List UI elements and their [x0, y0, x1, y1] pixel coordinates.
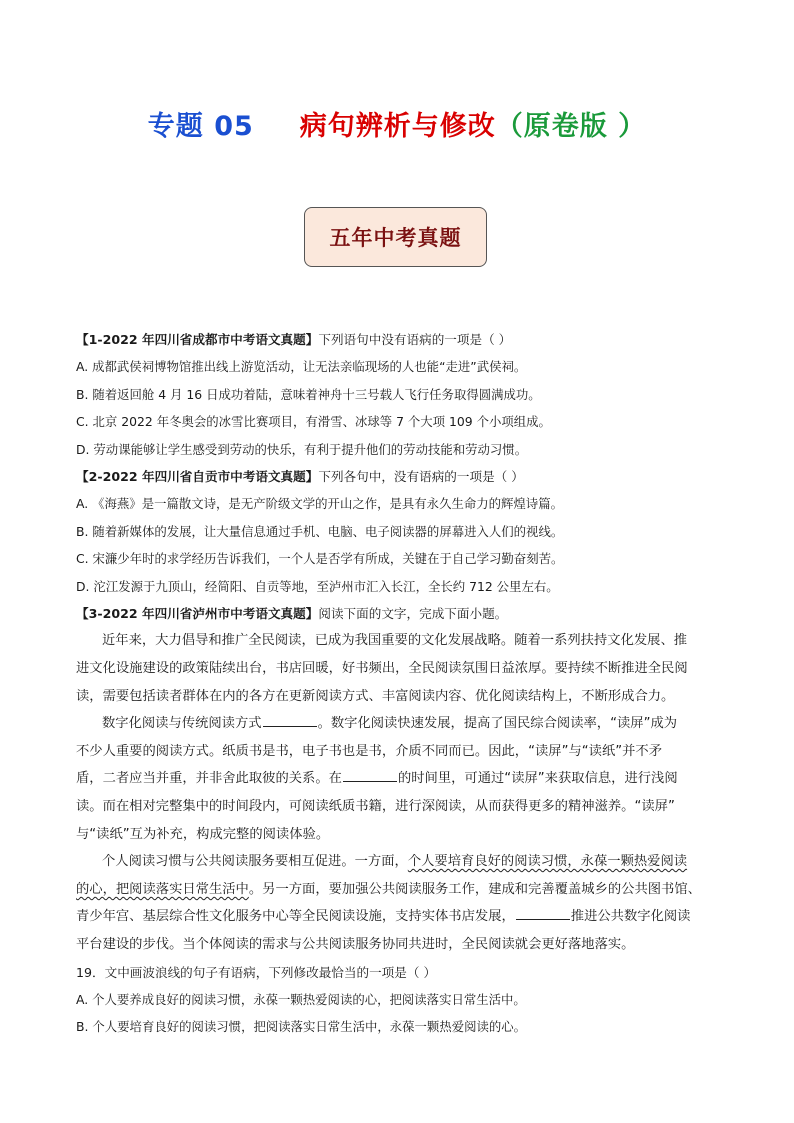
question-19-option-a: A. 个人要养成良好的阅读习惯，永葆一颗热爱阅读的心，把阅读落实日常生活中。: [76, 992, 526, 1007]
passage-p2-line1: [76, 710, 716, 738]
question-1-option-d: D. 劳动课能够让学生感受到劳动的快乐，有利于提升他们的劳动技能和劳动习惯。: [76, 441, 528, 457]
title-main: 病句辨析与修改: [299, 111, 496, 142]
question-2-header: [76, 463, 716, 490]
title-paren: （原卷版 ）: [495, 111, 647, 142]
passage-p3-line1: [76, 848, 716, 876]
question-1-header: [76, 326, 716, 353]
wavy-sentence-part1: 个人要培育良好的阅读习惯，永葆一颗热爱阅读: [407, 854, 688, 870]
passage-p1-line2: 进文化设施建设的政策陆续出台，书店回暖，好书频出，全民阅读氛围日益浓厚。要持续不断推进全民阅: [76, 661, 688, 677]
question-1-option-a: A. 成都武侯祠博物馆推出线上游览活动，让无法亲临现场的人也能“走进”武侯祠。: [76, 359, 527, 375]
fill-blank-1: [263, 712, 317, 727]
passage-p1-line3: 读，需要包括读者群体在内的各方在更新阅读方式、丰富阅读内容、优化阅读结构上，不断形成合力。: [76, 688, 675, 704]
document-body: [76, 326, 716, 1041]
question-1-option-b: B. 随着返回舱 4 月 16 日成功着陆，意味着神舟十三号载人飞行任务取得圆满成功。: [76, 386, 541, 402]
passage-p2-line3: [76, 765, 716, 793]
passage-p2-line4: 读。而在相对完整集中的时间段内，可阅读纸质书籍，进行深阅读，从而获得更多的精神滋养。“读屏”: [76, 799, 675, 815]
question-3-label: 【3-2022 年四川省泸州市中考语文真题】: [76, 606, 319, 622]
question-2-option-b: B. 随着新媒体的发展，让大量信息通过手机、电脑、电子阅读器的屏幕进入人们的视线。: [76, 523, 564, 539]
passage-p2-line3-b: 的时间里，可通过“读屏”来获取信息，进行浅阅: [397, 771, 678, 787]
passage-p3-line2: [76, 876, 716, 904]
page-title: [0, 104, 794, 143]
passage-p3-line2-b: 。另一方面，要加强公共阅读服务工作，建成和完善覆盖城乡的公共图书馆、: [248, 881, 701, 897]
passage-p3-line1-a: 个人阅读习惯与公共阅读服务要相互促进。一方面，: [102, 854, 408, 870]
question-3-header: [76, 600, 716, 627]
passage-p2-line3-a: 盾，二者应当并重，并非舍此取彼的关系。在: [76, 771, 342, 787]
question-2-option-a: A. 《海燕》是一篇散文诗，是无产阶级文学的开山之作，是具有永久生命力的辉煌诗篇。: [76, 496, 563, 512]
question-19-option-b: B. 个人要培育良好的阅读习惯，把阅读落实日常生活中，永葆一颗热爱阅读的心。: [76, 1019, 527, 1035]
question-2-label: 【2-2022 年四川省自贡市中考语文真题】: [76, 469, 319, 485]
passage-p3-line3-b: 推进公共数字化阅读: [570, 909, 691, 925]
section-heading-box: [304, 207, 487, 267]
passage-p2-line5: 与“读纸”互为补充，构成完整的阅读体验。: [76, 826, 330, 842]
fill-blank-3: [516, 905, 570, 920]
question-1-option-c: C. 北京 2022 年冬奥会的冰雪比赛项目，有滑雪、冰球等 7 个大项 109 个小项组成。: [76, 414, 551, 430]
question-2-stem: 下列各句中，没有语病的一项是（ ）: [318, 469, 524, 485]
question-1-label: 【1-2022 年四川省成都市中考语文真题】: [76, 332, 319, 347]
passage-p3-line4: 平台建设的步伐。当个体阅读的需求与公共阅读服务协同共进时，全民阅读就会更好落地落实。: [76, 937, 635, 952]
question-1-stem: 下列语句中没有语病的一项是（ ）: [318, 332, 512, 347]
title-number: 专题 05: [147, 111, 254, 142]
question-2-option-c: C. 宋濂少年时的求学经历告诉我们，一个人是否学有所成，关键在于自己学习勤奋刻苦。: [76, 551, 564, 567]
passage-p2-line1-b: 。数字化阅读快速发展，提高了国民综合阅读率，“读屏”成为: [317, 716, 678, 732]
question-2-option-d: D. 沱江发源于九顶山，经简阳、自贡等地，至泸州市汇入长江，全长约 712 公里左右。: [76, 578, 559, 594]
fill-blank-2: [343, 767, 397, 782]
passage-p2-line2: 不少人重要的阅读方式。纸质书是书，电子书也是书，介质不同而已。因此，“读屏”与“读纸”并不矛: [76, 743, 663, 759]
passage-p1-line1: 近年来，大力倡导和推广全民阅读，已成为我国重要的文化发展战略。随着一系列扶持文化发展、推: [102, 633, 688, 649]
section-heading: 五年中考真题: [329, 225, 462, 250]
question-3-stem: 阅读下面的文字，完成下面小题。: [318, 606, 508, 622]
passage-p3-line3-a: 青少年宫、基层综合性文化服务中心等全民阅读设施，支持实体书店发展，: [76, 909, 515, 925]
passage-p3-line3: [76, 903, 716, 931]
passage-p2-line1-a: 数字化阅读与传统阅读方式: [102, 716, 262, 732]
question-19-stem: 19．文中画波浪线的句子有语病，下列修改最恰当的一项是（ ）: [76, 964, 437, 980]
wavy-sentence-part2: 的心，把阅读落实日常生活中: [76, 881, 249, 897]
